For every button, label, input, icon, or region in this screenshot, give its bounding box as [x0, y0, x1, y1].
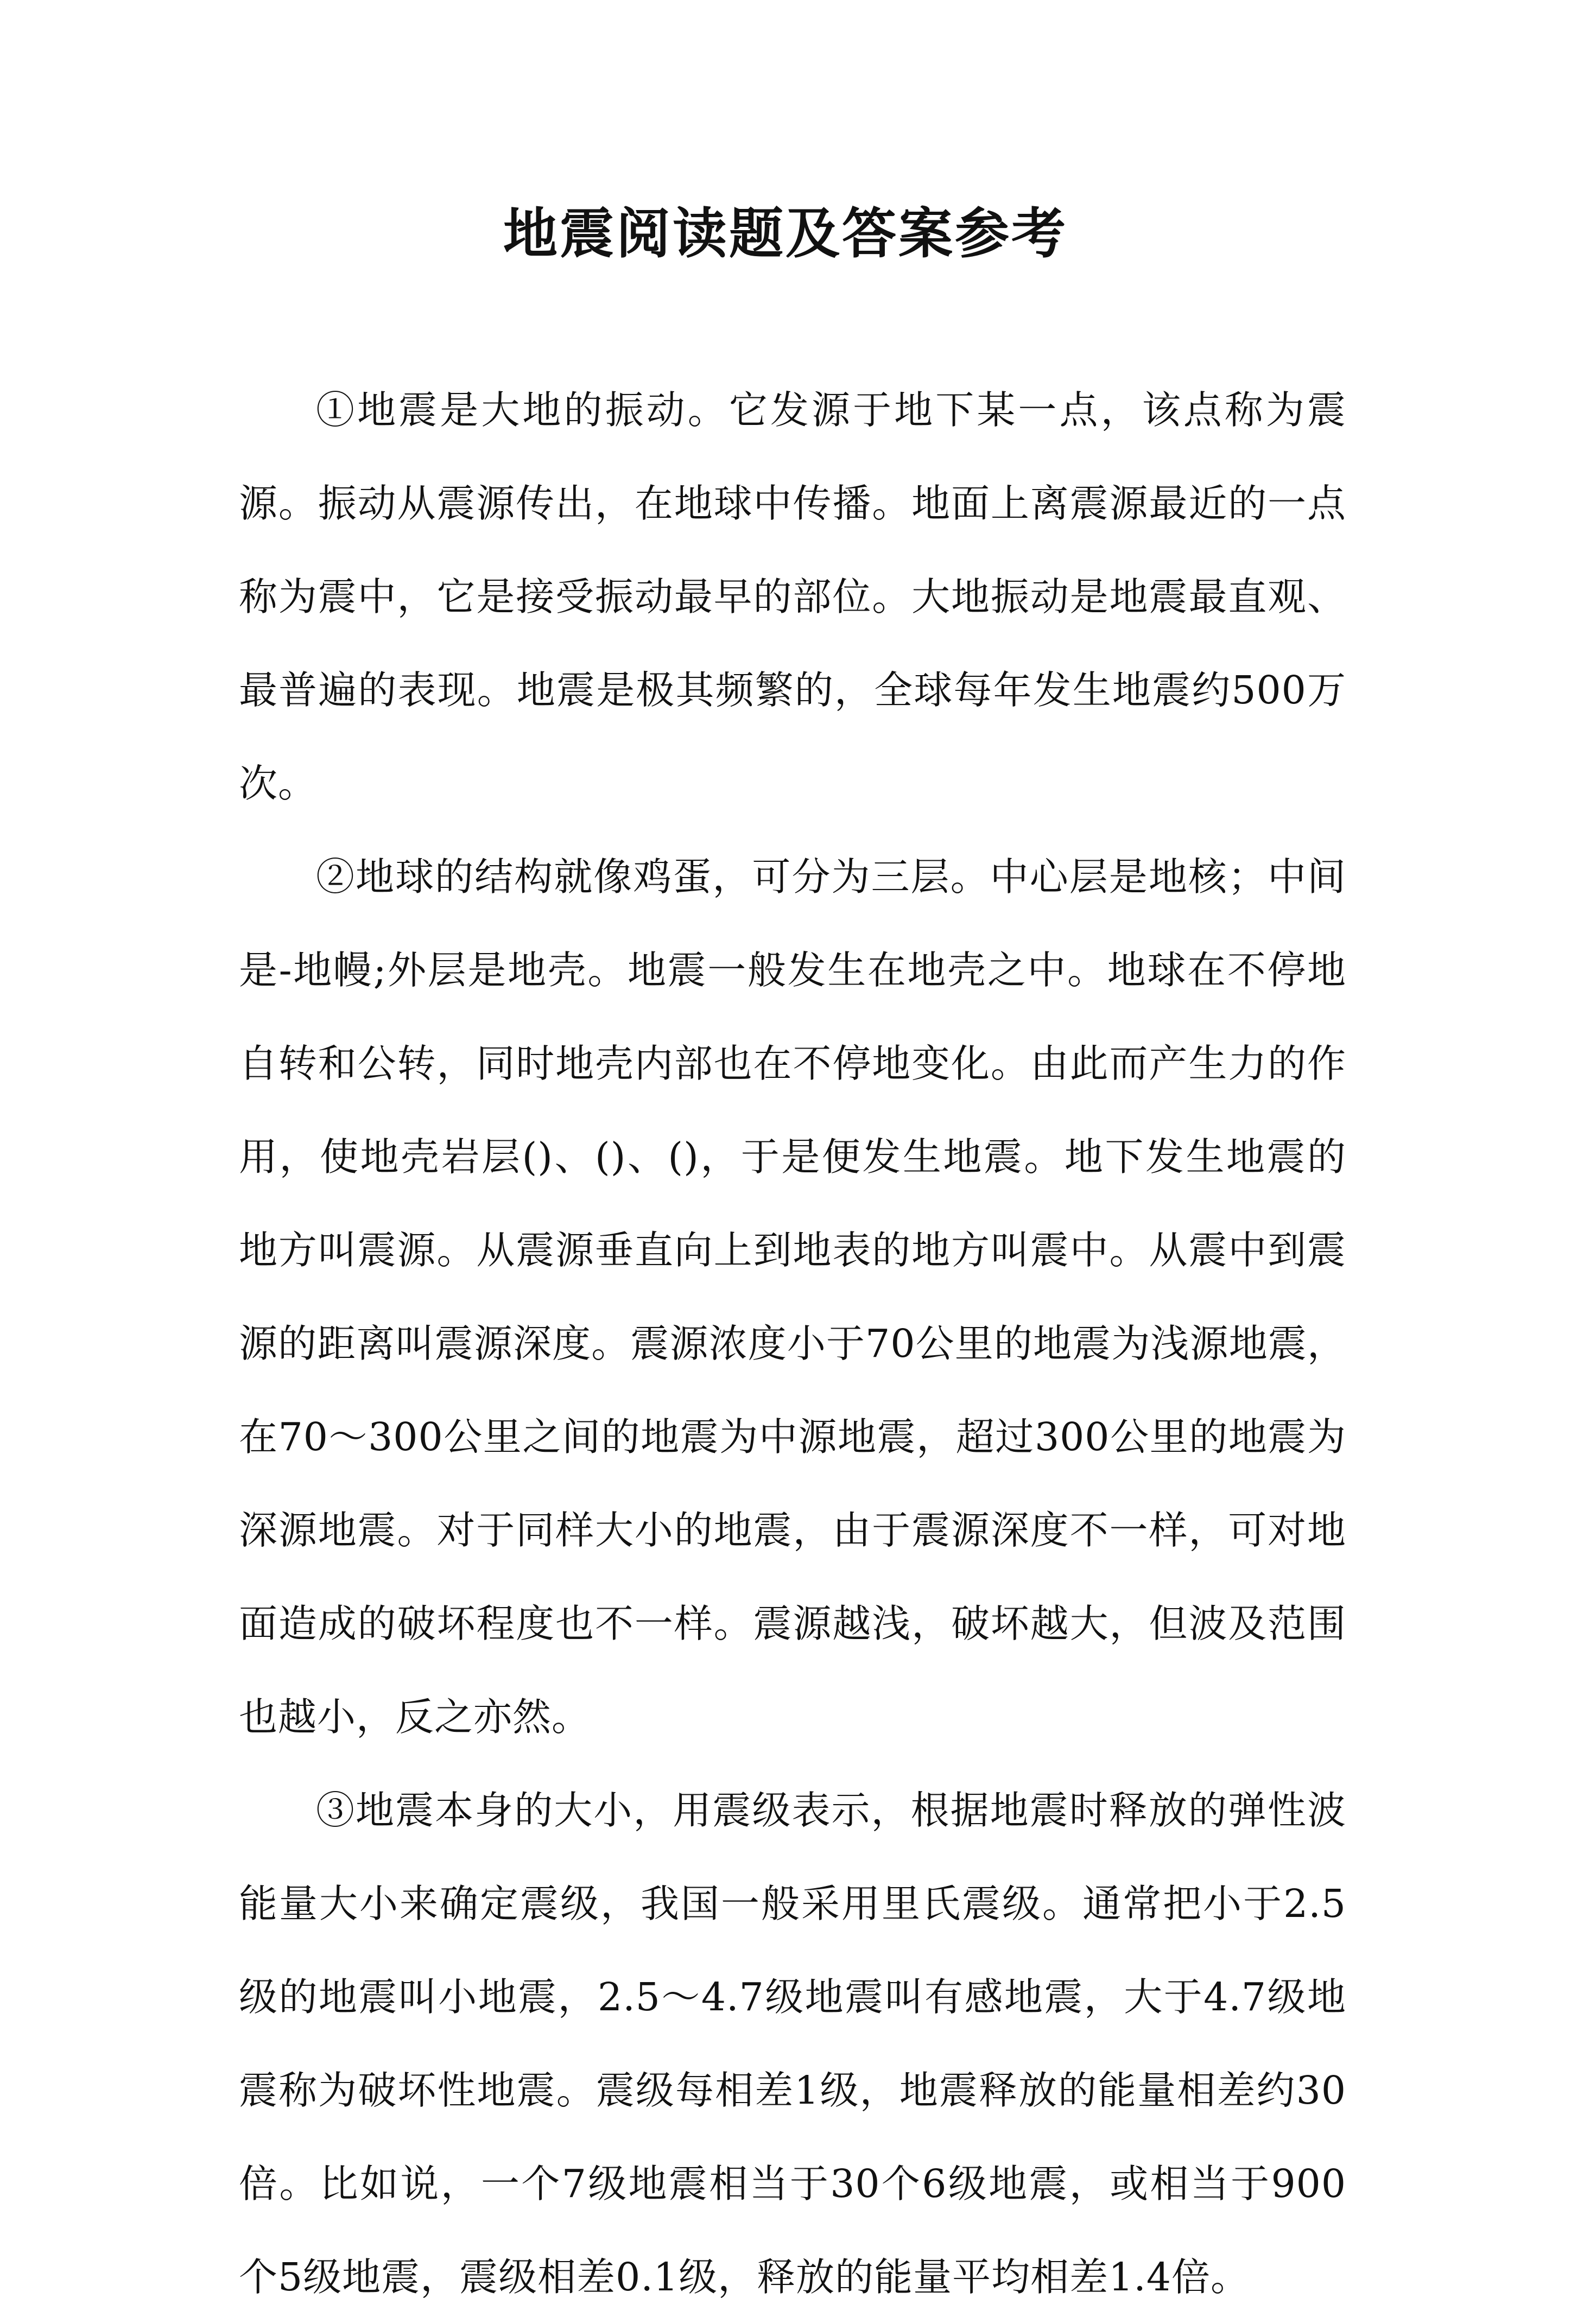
document-body — [239, 364, 1346, 2324]
document-title: 地震阅读题及答案参考 — [503, 201, 1068, 265]
paragraph-3: ③地震本身的大小，用震级表示，根据地震时释放的弹性波能量大小来确定震级，我国一般采用里氏震级。通常把小于2.5级的地震叫小地震，2.5～4.7级地震叫有感地震，大于4.7级地震称为破坏性地震。震级每相差1级，地震释放的能量相差约30倍。比如说，一个7级地震相当于30个6级地震，或相当于900个5级地震，震级相差0.1级，释放的能量平均相差1.4倍。 — [239, 1788, 1346, 2300]
paragraph-1: ①地震是大地的振动。它发源于地下某一点，该点称为震源。振动从震源传出，在地球中传播。地面上离震源最近的一点称为震中，它是接受振动最早的部位。大地振动是地震最直观、最普遍的表现。地震是极其频繁的，全球每年发生地震约500万次。 — [239, 388, 1346, 806]
paragraph-2: ②地球的结构就像鸡蛋，可分为三层。中心层是地核；中间是-地幔;外层是地壳。地震一般发生在地壳之中。地球在不停地自转和公转，同时地壳内部也在不停地变化。由此而产生力的作用，使地壳岩层()、()、()，于是便发生地震。地下发生地震的地方叫震源。从震源垂直向上到地表的地方叫震中。从震中到震源的距离叫震源深度。震源浓度小于70公里的地震为浅源地震，在70～300公里之间的地震为中源地震，超过300公里的地震为深源地震。对于同样大小的地震，由于震源深度不一样，可对地面造成的破坏程度也不一样。震源越浅，破坏越大，但波及范围也越小，反之亦然。 — [239, 854, 1346, 1739]
